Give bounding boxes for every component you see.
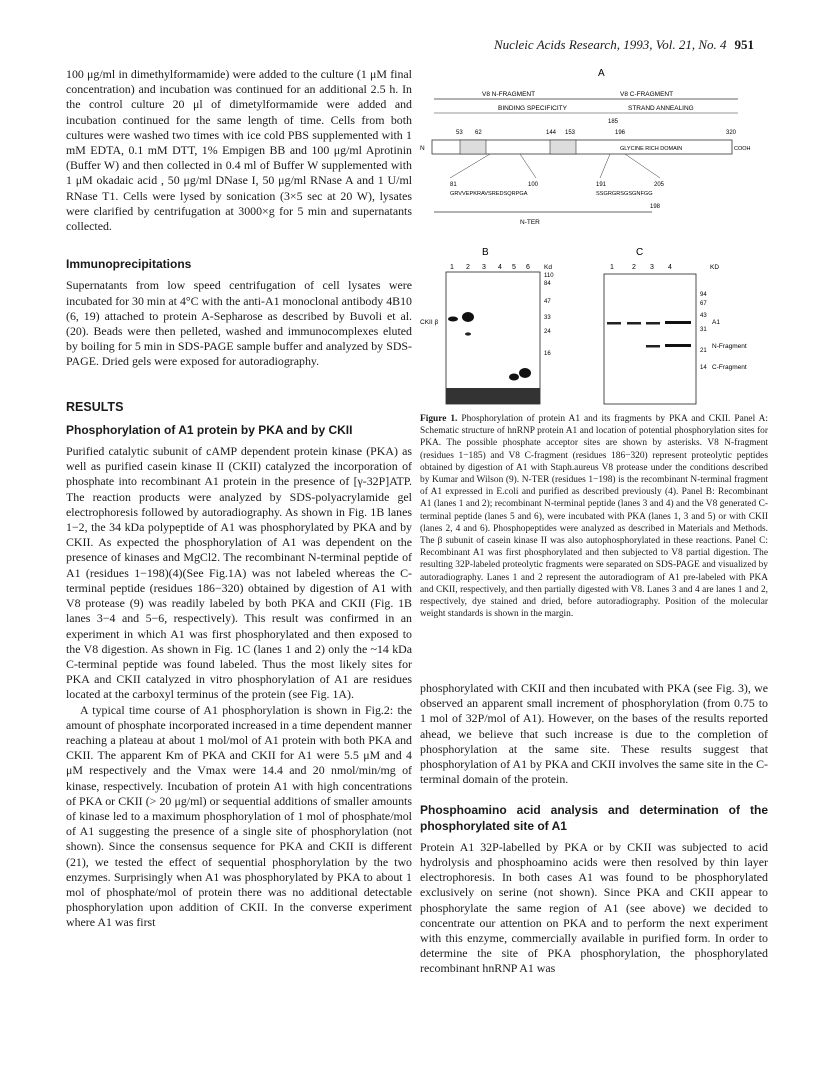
band-b-lane2-ckii	[465, 332, 471, 335]
marker-c-67: 67	[700, 301, 707, 307]
heading-immunoprecipitations: Immunoprecipitations	[66, 257, 192, 272]
band-c-lane3-a1	[646, 322, 660, 325]
v8-c-fragment-label: V8 C-FRAGMENT	[620, 91, 674, 98]
seq-right-start: 191	[596, 182, 607, 188]
residue-185: 185	[608, 119, 619, 125]
heading-phosphoamino: Phosphoamino acid analysis and determination of the phosphorylated site of A1	[420, 803, 768, 833]
strand-annealing-label: STRAND ANNEALING	[628, 105, 694, 112]
marker-c-14: 14	[700, 365, 707, 371]
journal-citation: Nucleic Acids Research, 1993, Vol. 21, No. 4	[493, 37, 727, 52]
marker-b-110: 110	[544, 273, 554, 279]
lane-b5: 5	[512, 264, 516, 271]
lane-c1: 1	[610, 264, 614, 271]
marker-b-47: 47	[544, 299, 551, 305]
c-terminus-label: COOH	[734, 146, 751, 152]
right-column	[420, 681, 768, 977]
band-c-lane2-a1	[627, 322, 641, 325]
heading-phosphorylation: Phosphorylation of A1 protein by PKA and by CKII	[66, 422, 353, 437]
paragraph-sequential: phosphorylated with CKII and then incubated with PKA (see Fig. 3), we observed an apparent small increment of phosphorylation (from 0.75 to 1 mol of 32P/mol of A1). However, on the bases of the results reported ahead, we believe that such increase is due to the completion of phosphorylation at the same site. These results suggest that phosphorylation of A1 by PKA and CKII involves the same site in the C-terminal domain of the protein.	[420, 681, 768, 787]
residue-153: 153	[565, 130, 576, 136]
rnp-motif-2	[550, 140, 576, 154]
band-b-lane6-c	[519, 368, 531, 378]
seq-left-end: 100	[528, 182, 539, 188]
band-b-lane5-c	[509, 374, 519, 381]
paragraph-phosphorylation-1: Purified catalytic subunit of cAMP dependent protein kinase (PKA) as well as purified casein kinase II (CKII) catalyzed the incorporation of phosphate into recombinant A1 protein in the presence of [γ-32P]ATP. The reaction products were analyzed by SDS-polyacrylamide gel electrophoresis followed by autoradiography. As shown in Fig. 1B lanes 1−2, the 34 kDa polypeptide of A1 was phosphorylated by PKA and by CKII. As expected the phosphorylation of A1 was dependent on the presence of kinases and MgCl2. The recombinant N-terminal peptide of A1 (residues 1−198)(4)(See Fig.1A) was not labeled whereas the C-terminal peptide (residues 186−320) obtained by digestion of A1 with V8 protease (9) was readily labeled by both PKA and CKII (Fig. 1B lanes 3−4 and 5−6, respectively). This result was confirmed in an experiment in which A1 was first phosphorylated and then exposed to the V8 digestion. As shown in Fig. 1C (lanes 1 and 2) only the ~14 kDa C-terminal peptide was found labeled. Thus the most likely sites for PKA and CKII catalyzed in vitro phosphorylation of A1 are residues located at the carboxyl terminus of the protein (see Fig. 1A).	[66, 444, 412, 702]
paragraph-phosphorylation-2: A typical time course of A1 phosphorylation is shown in Fig.2: the amount of phosphate incorporated increased in a time dependent manner reaching a plateau at about 1 mol/mol of A1 protein with both PKA and CKII. The apparent Km of PKA and CKII for A1 were 5.5 μM and 4 μM respectively and the Vmax were 14.4 and 20 nmol/min/mg of kinase, respectively. Incubation of protein A1 with high concentrations of PKA or CKII (> 20 μg/ml) or sequential additions of smaller amounts of kinase led to a maximum phosphorylation of 1 mol of phosphate/mol of A1 suggesting the presence of a single site of phosphorylation (not shown). Since the consensus sequence for PKA and CKII is different (21), we tested the effect of sequential phosphorylation by the two enzymes. Surprisingly when A1 was phosphorylated by PKA to about 1 mol of phosphate/mol of protein there was no additional detectable phosphorylation upon addition of CKII. In the converse experiment where A1 was first	[66, 702, 412, 930]
running-header	[494, 37, 754, 53]
band-c-lane1-a1	[607, 322, 621, 325]
residue-144: 144	[546, 130, 557, 136]
lane-b3: 3	[482, 264, 486, 271]
seq-right-end: 205	[654, 182, 665, 188]
gel-b-front	[446, 388, 540, 404]
marker-b-84: 84	[544, 281, 551, 287]
marker-b-16: 16	[544, 351, 551, 357]
n-ter-label: N-TER	[520, 219, 540, 226]
gel-b	[446, 272, 540, 404]
panel-b-kd-label: Kd	[544, 264, 552, 271]
residue-196: 196	[615, 130, 626, 136]
band-c-lane4-n	[665, 344, 691, 347]
band-b-lane1-a1	[448, 317, 458, 322]
panel-a-label: A	[598, 68, 605, 79]
band-c-lane4-a1	[665, 321, 691, 324]
lane-b1: 1	[450, 264, 454, 271]
sequence-left: GRVVEPKRAVSREDSQRPGA	[450, 191, 528, 197]
rnp-motif-1	[460, 140, 486, 154]
zoom-line-1	[450, 154, 490, 178]
marker-b-33: 33	[544, 315, 551, 321]
band-b-lane2-a1	[462, 312, 474, 322]
gel-c	[604, 274, 696, 404]
panel-b-label: B	[482, 247, 489, 258]
residue-62: 62	[475, 130, 482, 136]
lane-b4: 4	[498, 264, 502, 271]
n-terminus-label: N	[420, 145, 425, 152]
lane-b6: 6	[526, 264, 530, 271]
caption-lead: Figure 1.	[420, 414, 458, 424]
band-label-n-fragment: N-Fragment	[712, 343, 747, 350]
band-c-lane3-n	[646, 345, 660, 348]
band-label-a1: A1	[712, 319, 720, 326]
seq-left-start: 81	[450, 182, 457, 188]
lane-b2: 2	[466, 264, 470, 271]
residue-320: 320	[726, 130, 737, 136]
figure-1	[420, 68, 768, 408]
n-ter-end-residue: 198	[650, 204, 661, 210]
zoom-line-3	[600, 154, 610, 178]
lane-c3: 3	[650, 264, 654, 271]
marker-b-24: 24	[544, 329, 551, 335]
glycine-domain-label: GLYCINE RICH DOMAIN	[620, 146, 683, 152]
figure-1-caption	[420, 413, 768, 620]
figure-1-graphic	[420, 68, 768, 408]
band-label-c-fragment: C-Fragment	[712, 364, 747, 371]
marker-c-94: 94	[700, 292, 707, 298]
zoom-line-2	[520, 154, 536, 178]
v8-n-fragment-label: V8 N-FRAGMENT	[482, 91, 536, 98]
paragraph-phosphoamino: Protein A1 32P-labelled by PKA or by CKII was subjected to acid hydrolysis and phosphoamino acids were then resolved by thin layer electrophoresis. In both cases A1 was found to be phosphorylated exclusively on serine (not shown). Since PKA and CKII appear to phosphorylate the same region of A1 (see above) we decided to concentrate our attention on PKA and to perform the next experiment with this enzyme, commercially available in purified form. In order to determine the site of PKA phosphorylation, the phosphorylated recombinant hnRNP A1 was	[420, 839, 768, 976]
lane-c4: 4	[668, 264, 672, 271]
panel-c-kd-label: KD	[710, 264, 720, 271]
panel-c-label: C	[636, 247, 644, 258]
sequence-right: SSGRGRSGSGNFGG	[596, 191, 653, 197]
ckii-beta-label: CKII β	[420, 319, 439, 326]
residue-53: 53	[456, 130, 463, 136]
binding-specificity-label: BINDING SPECIFICITY	[498, 105, 567, 112]
left-column	[66, 67, 412, 931]
lane-c2: 2	[632, 264, 636, 271]
marker-c-43: 43	[700, 313, 707, 319]
marker-c-21: 21	[700, 348, 707, 354]
paragraph-immunoprecipitations: Supernatants from low speed centrifugation of cell lysates were incubated for 30 min at 4°C with the anti-A1 monoclonal antibody 4B10 (6, 19) attached to protein A-Sepharose as described by Buvoli et al.(20). Beads were then pelleted, washed and immunocomplexes eluted by boiling for 5 min in SDS-PAGE sample buffer and analyzed by SDS-PAGE. Dried gels were exposed for autoradiography.	[66, 278, 412, 369]
caption-text: Phosphorylation of protein A1 and its fragments by PKA and CKII. Panel A: Schematic structure of hnRNP protein A1 and location of potential phosphorylation sites for PKA. The possible phosphate acceptor sites are shown by asterisks. V8 N-fragment (residues 1−185) and V8 C-fragment (residues 186−320) represent proteolytic peptides obtained by digestion of A1 with Staph.aureus V8 protease under the conditions described by Kumar and Wilson (9). N-TER (residues 1−198) is the recombinant N-terminal fragment of A1 expressed in E.coli and purified as described previously (4). Panel B: Recombinant A1 (lanes 1 and 2); recombinant N-terminal peptide (lanes 3 and 4) and the V8 generated C-terminal peptide (lanes 5 and 6), were incubated with PKA (lanes 1, 3 and 5) or with CKII (lanes 2, 4 and 6). Phosphopeptides were analyzed as described in Materials and Methods. The β subunit of casein kinase II was also autophosphorylated in these reactions. Panel C: Recombinant A1 was first phosphorylated and then subjected to V8 partial digestion. The resulting 32P-labeled proteolytic fragments were separated on SDS-PAGE and visualized by autoradiography. Lanes 1 and 2 represent the autoradiogram of A1 pre-labeled with PKA and CKII, respectively, and then partially digested with V8. Lanes 3 and 4 are lanes 1 and 2, respectively, dye stained and dried, before autoradiography. Position of the molecular weight standards is shown in the margin.	[420, 414, 768, 620]
heading-results: RESULTS	[66, 399, 124, 414]
page-number: 951	[734, 37, 754, 52]
marker-c-31: 31	[700, 327, 707, 333]
paragraph-methods-end: 100 μg/ml in dimethylformamide) were added to the culture (1 μM final concentration) and incubation was continued for an additional 2.5 h. In the control culture 20 μl of dimetylformamide were added and incubation continued for the same length of time. Cells from both cultures were washed two times with ice cold PBS supplemented with 1 mM EDTA, 0.1 mM DTT, 1% Empigen BB and 100 μg/ml Aprotinin (Buffer W) and then collected in 0.4 ml of Buffer W supplemented with 1 μM okadaic acid , 50 μg/ml DNase I, 50 μg/ml RNase A and 1 U/ml RNase T1. Cells were lysed by sonication (3×5 sec at 20 W), lysates were clarified by centrifugation at 3000×g for 5 min and supernatants collected.	[66, 67, 412, 234]
zoom-line-4	[625, 154, 660, 178]
